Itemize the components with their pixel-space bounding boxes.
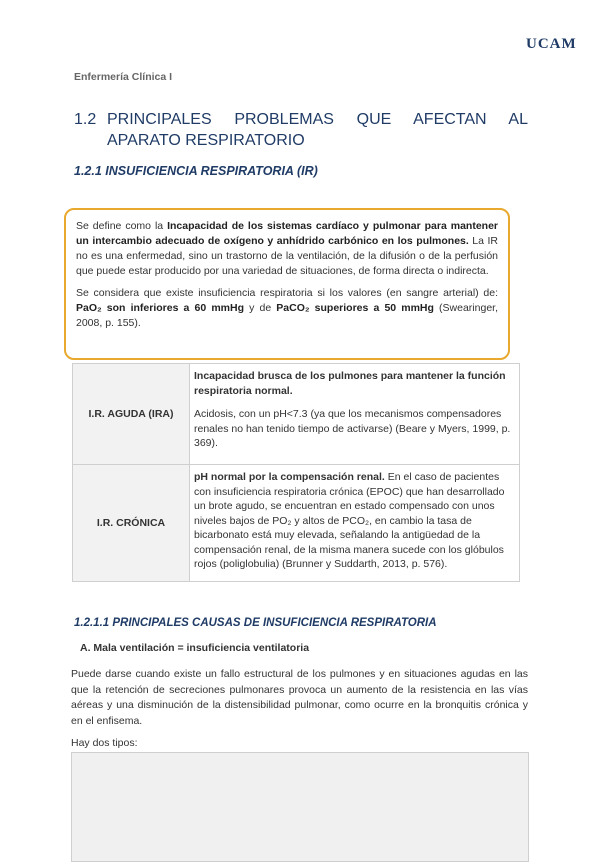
definition-paragraph	[76, 219, 498, 279]
cronica-description: En el caso de pacientes con insuficiencia respiratoria crónica (EPOC) que han desarrollado un brote agudo, se encuentran en estado compensado con unos niveles bajos de PO₂ y altos de PCO₂, en cambio la tasa de bicarbonato está muy elevada, señalando la antigüedad de la compensación renal, de la misma manera sucede con los glóbulos rojos (poliglobulia) (Brunner y Suddarth, 2013, p. 576).	[194, 471, 505, 570]
subsection-heading: 1.2.1 INSUFICIENCIA RESPIRATORIA (IR)	[74, 164, 318, 178]
criteria-citation: (Swearinger, 2008, p. 155).	[76, 302, 498, 329]
definition-text: Se define como la	[76, 220, 168, 232]
section-title-line2: APARATO RESPIRATORIO	[107, 132, 305, 149]
table-row	[73, 465, 520, 582]
section-number: 1.2	[74, 111, 97, 128]
pao2-criterion: PaO₂ son inferiores a 60 mmHg	[76, 302, 244, 314]
definition-bold: Incapacidad de los sistemas cardíaco y pulmonar para mantener un intercambio adecuado de oxígeno y anhídrido carbónico en los pulmones.	[76, 220, 498, 247]
definition-box	[64, 208, 510, 360]
definition-text-cont: La IR no es una enfermedad, sino un trastorno de la ventilación, de la difusión o de la perfusión que puede estar producido por una variedad de situaciones, de forma directa o indirecta.	[76, 235, 499, 277]
criteria-text: Se considera que existe insuficiencia respiratoria si los valores (en sangre arterial) de:	[76, 287, 498, 299]
course-name: Enfermería Clínica I	[74, 71, 173, 83]
ira-description: Acidosis, con un pH<7.3 (ya que los mecanismos compensadores renales no han tenido tiempo de activarse) (Beare y Myers, 1999, p. 369).	[194, 408, 511, 449]
criteria-connector: y de	[244, 302, 277, 314]
ir-types-table	[72, 363, 520, 582]
row-label-cronica: I.R. CRÓNICA	[73, 465, 190, 582]
ucam-logo: UCAM	[526, 36, 577, 52]
row-content-cronica	[190, 465, 520, 582]
section-title-line1: PRINCIPALES PROBLEMAS QUE AFECTAN AL	[107, 111, 528, 128]
causes-heading: 1.2.1.1 PRINCIPALES CAUSAS DE INSUFICIENCIA RESPIRATORIA	[74, 617, 437, 629]
criteria-paragraph	[76, 286, 498, 331]
row-label-ira: I.R. AGUDA (IRA)	[73, 364, 190, 465]
cronica-definition: pH normal por la compensación renal.	[194, 471, 385, 483]
ira-definition: Incapacidad brusca de los pulmones para mantener la función respiratoria normal.	[194, 370, 506, 397]
types-intro: Hay dos tipos:	[71, 737, 138, 749]
cause-a-heading: A. Mala ventilación = insuficiencia ventilatoria	[80, 642, 310, 654]
types-box	[71, 752, 529, 862]
table-row	[73, 364, 520, 465]
row-content-ira	[190, 364, 520, 465]
paco2-criterion: PaCO₂ superiores a 50 mmHg	[276, 302, 434, 314]
cause-a-paragraph: Puede darse cuando existe un fallo estructural de los pulmones y en situaciones agudas en las que la retención de secreciones pulmonares provoca un aumento de la resistencia en las vías aéreas y una disminución de la distensibilidad pulmonar, como ocurre en la bronquitis crónica y en el enfisema.	[71, 668, 528, 727]
